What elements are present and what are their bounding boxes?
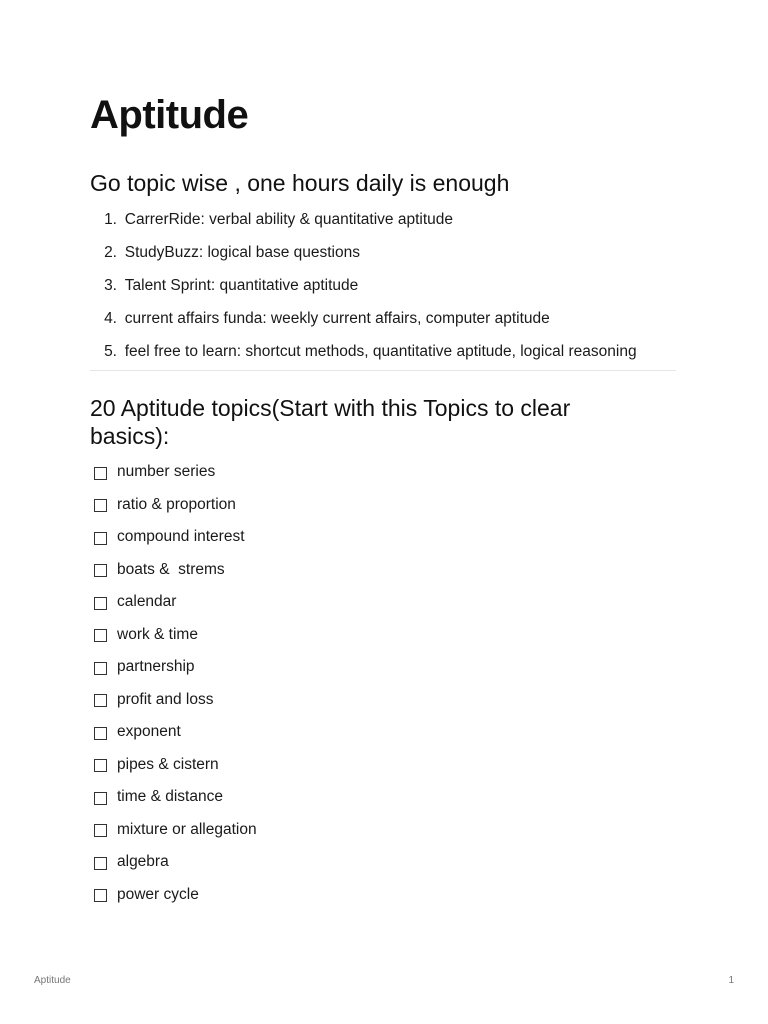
checklist-item (90, 814, 690, 847)
checkbox[interactable] (94, 824, 107, 837)
list-item (90, 335, 690, 368)
list-text: feel free to learn: shortcut methods, quantitative aptitude, logical reasoning (124, 342, 637, 360)
section-heading-topics: 20 Aptitude topics(Start with this Topics to clear basics): (90, 395, 571, 449)
list-item (90, 302, 690, 335)
checklist-label: calendar (117, 593, 177, 611)
checkbox[interactable] (94, 792, 107, 805)
checklist-label: algebra (117, 853, 169, 871)
list-item (90, 237, 690, 270)
checklist-item (90, 684, 690, 717)
checklist-label: time & distance (117, 788, 223, 806)
checklist-item (90, 879, 690, 912)
checklist-item (90, 456, 690, 489)
checklist-item (90, 554, 690, 587)
checklist-label: number series (117, 463, 216, 481)
checkbox[interactable] (94, 889, 107, 902)
checklist-label: boats & strems (117, 560, 225, 578)
checkbox[interactable] (94, 467, 107, 480)
section-heading-resources: Go topic wise , one hours daily is enough (90, 170, 510, 196)
divider (90, 370, 676, 371)
checkbox[interactable] (94, 499, 107, 512)
list-number: 2. (104, 244, 117, 262)
checklist-label: power cycle (117, 885, 199, 903)
checklist-label: compound interest (117, 528, 245, 546)
checkbox[interactable] (94, 759, 107, 772)
checkbox[interactable] (94, 532, 107, 545)
checklist-label: profit and loss (117, 690, 214, 708)
checklist-label: work & time (117, 625, 198, 643)
checkbox[interactable] (94, 694, 107, 707)
checkbox[interactable] (94, 629, 107, 642)
checklist-item (90, 586, 690, 619)
checklist-label: pipes & cistern (117, 755, 219, 773)
footer-document-title: Aptitude (34, 975, 71, 986)
checklist-item (90, 781, 690, 814)
page-title: Aptitude (90, 93, 249, 137)
list-text: StudyBuzz: logical base questions (124, 244, 360, 262)
list-number: 4. (104, 309, 117, 327)
checkbox[interactable] (94, 727, 107, 740)
topic-checklist (90, 456, 690, 911)
list-number: 5. (104, 342, 117, 360)
list-number: 1. (104, 211, 117, 229)
checklist-item (90, 521, 690, 554)
checklist-item (90, 489, 690, 522)
list-item (90, 270, 690, 303)
list-text: Talent Sprint: quantitative aptitude (124, 276, 359, 294)
list-text: current affairs funda: weekly current affairs, computer aptitude (124, 309, 550, 327)
footer-page-number: 1 (728, 975, 734, 986)
checkbox[interactable] (94, 564, 107, 577)
checklist-item (90, 716, 690, 749)
checklist-item (90, 651, 690, 684)
checklist-label: mixture or allegation (117, 820, 257, 838)
checklist-label: ratio & proportion (117, 495, 236, 513)
list-text: CarrerRide: verbal ability & quantitative aptitude (124, 211, 454, 229)
checkbox[interactable] (94, 662, 107, 675)
checklist-label: exponent (117, 723, 181, 741)
checklist-item (90, 846, 690, 879)
list-number: 3. (104, 276, 117, 294)
list-item (90, 204, 690, 237)
checklist-label: partnership (117, 658, 195, 676)
resource-list (90, 204, 690, 368)
checklist-item (90, 619, 690, 652)
checkbox[interactable] (94, 857, 107, 870)
checklist-item (90, 749, 690, 782)
checkbox[interactable] (94, 597, 107, 610)
